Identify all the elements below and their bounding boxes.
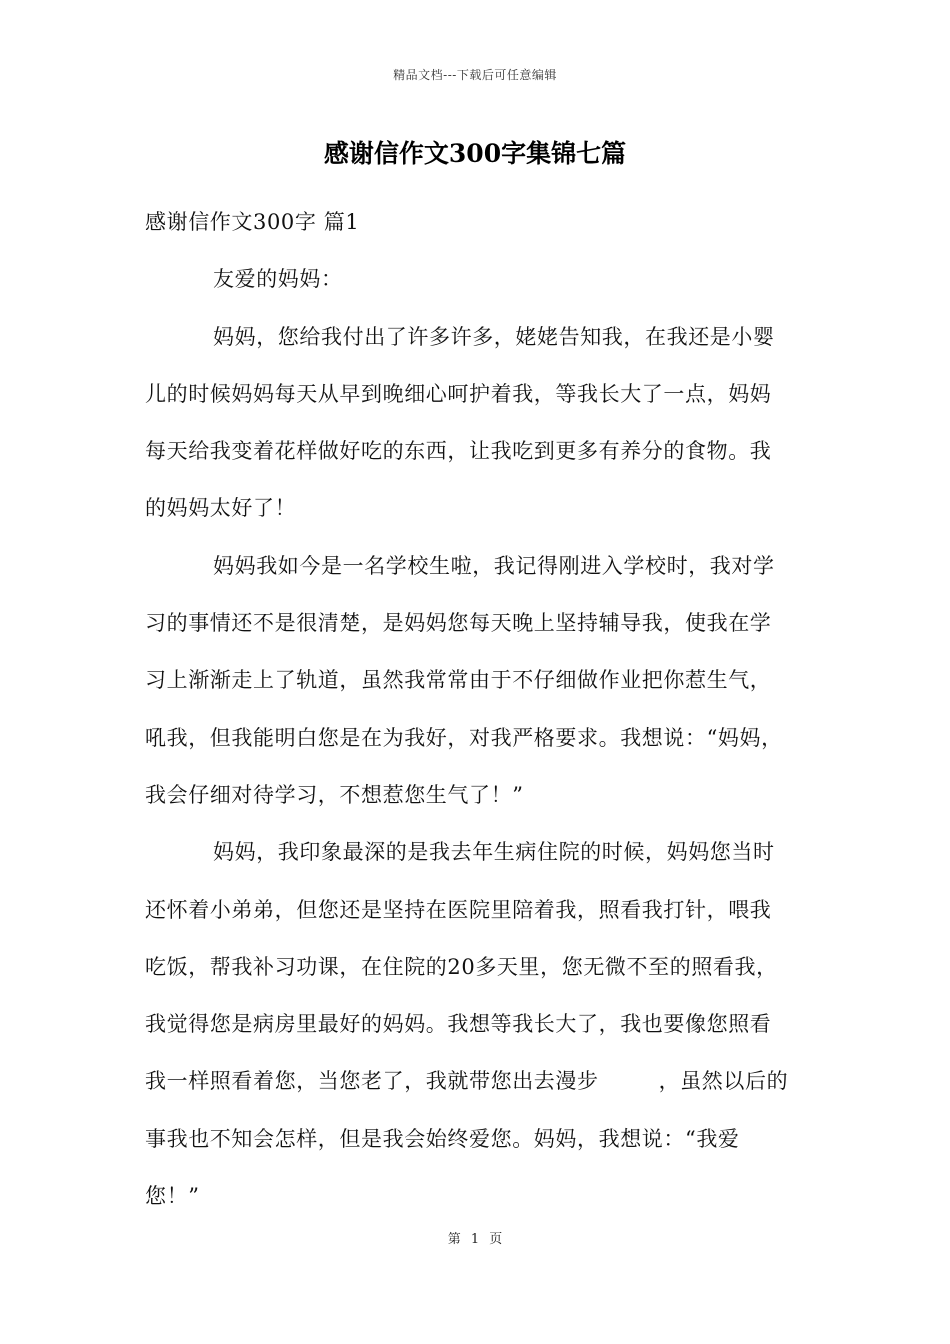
page-suffix: 页 bbox=[489, 1232, 503, 1247]
paragraph-line: 还怀着小弟弟，但您还是坚持在医院里陪着我，照看我打针，喂我 bbox=[145, 897, 772, 922]
paragraph-line: 吼我，但我能明白您是在为我好，对我严格要求。我想说：“妈妈， bbox=[145, 725, 783, 750]
paragraph-line: 的妈妈太好了！ bbox=[145, 496, 297, 521]
paragraph-line-part: ，虽然以后的 bbox=[658, 1069, 789, 1094]
paragraph-line: 我会仔细对待学习，不想惹您生气了！” bbox=[145, 782, 524, 807]
page-number: 1 bbox=[470, 1232, 480, 1247]
paragraph-line: 吃饭，帮我补习功课，在住院的20多天里，您无微不至的照看我， bbox=[145, 954, 778, 979]
page-prefix: 第 bbox=[447, 1232, 461, 1247]
paragraph-line: 儿的时候妈妈每天从早到晚细心呵护着我，等我长大了一点，妈妈 bbox=[145, 381, 772, 406]
page-header: 精品文档---下载后可任意编辑 bbox=[393, 68, 557, 82]
salutation: 友爱的妈妈： bbox=[213, 267, 343, 292]
paragraph-line: 妈妈，我印象最深的是我去年生病住院的时候，妈妈您当时 bbox=[213, 840, 775, 865]
page-footer bbox=[0, 1228, 950, 1247]
document-title: 感谢信作文300字集锦七篇 bbox=[323, 139, 627, 168]
paragraph-line-part: 我一样照看着您，当您老了，我就带您出去漫步 bbox=[145, 1069, 599, 1094]
paragraph-line: 妈妈我如今是一名学校生啦，我记得刚进入学校时，我对学 bbox=[213, 553, 775, 578]
paragraph-line: 您！” bbox=[145, 1184, 200, 1209]
paragraph-line: 习上渐渐走上了轨道，虽然我常常由于不仔细做作业把你惹生气， bbox=[145, 668, 772, 693]
paragraph-line: 习的事情还不是很清楚，是妈妈您每天晚上坚持辅导我，使我在学 bbox=[145, 611, 772, 636]
paragraph-line bbox=[145, 1059, 825, 1116]
paragraph-line: 事我也不知会怎样，但是我会始终爱您。妈妈，我想说：“我爱 bbox=[145, 1126, 740, 1151]
document-body bbox=[145, 200, 825, 1231]
paragraph-line: 我觉得您是病房里最好的妈妈。我想等我长大了，我也要像您照看 bbox=[145, 1012, 772, 1037]
section-heading: 感谢信作文300字 篇1 bbox=[145, 210, 360, 234]
paragraph-line: 妈妈，您给我付出了许多许多，姥姥告知我，在我还是小婴 bbox=[213, 324, 775, 349]
paragraph-line: 每天给我变着花样做好吃的东西，让我吃到更多有养分的食物。我 bbox=[145, 439, 772, 464]
